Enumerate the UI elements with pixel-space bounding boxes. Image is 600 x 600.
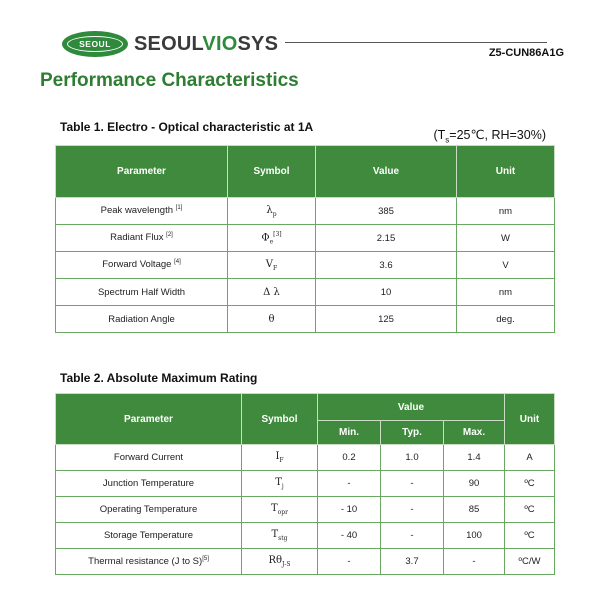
value-cell: 125 <box>316 306 457 333</box>
typ-cell: - <box>381 523 444 549</box>
min-cell: - 10 <box>318 497 381 523</box>
parameter-label: Radiation Angle <box>108 313 175 325</box>
max-cell: 90 <box>444 471 505 497</box>
table2-title: Table 2. Absolute Maximum Rating <box>60 371 258 385</box>
col-header-max: Max. <box>444 421 505 445</box>
company-logo <box>62 30 278 58</box>
max-cell: 100 <box>444 523 505 549</box>
min-cell: - <box>318 549 381 575</box>
parameter-cell <box>56 225 228 252</box>
logo-badge: SEOUL <box>62 31 128 57</box>
value-cell: 385 <box>316 198 457 225</box>
unit-cell: V <box>457 252 555 279</box>
table-row <box>56 252 555 279</box>
footnote-ref: [1] <box>175 205 183 212</box>
table-row <box>56 198 555 225</box>
symbol-cell <box>228 279 316 306</box>
col-header-min: Min. <box>318 421 381 445</box>
parameter-cell <box>56 471 242 497</box>
symbol-main: λ <box>266 204 273 216</box>
unit-cell: A <box>505 445 555 471</box>
symbol-main: I <box>275 451 280 462</box>
typ-cell: - <box>381 471 444 497</box>
max-cell: - <box>444 549 505 575</box>
value-cell: 3.6 <box>316 252 457 279</box>
typ-cell: - <box>381 497 444 523</box>
col-header-unit: Unit <box>505 394 555 445</box>
parameter-cell <box>56 198 228 225</box>
symbol-cell <box>242 471 318 497</box>
value-cell: 10 <box>316 279 457 306</box>
symbol-subscript: J-S <box>282 561 291 568</box>
min-cell: - 40 <box>318 523 381 549</box>
col-header-symbol: Symbol <box>242 394 318 445</box>
symbol-cell <box>242 523 318 549</box>
symbol-main: Φ <box>261 232 270 244</box>
table-row <box>56 279 555 306</box>
parameter-label: Storage Temperature <box>103 530 194 541</box>
symbol-subscript: opr <box>277 509 288 516</box>
absolute-max-rating-table <box>55 393 555 575</box>
max-cell: 85 <box>444 497 505 523</box>
symbol-main: T <box>271 503 278 514</box>
parameter-label: Operating Temperature <box>99 504 198 515</box>
symbol-subscript: F <box>273 264 278 272</box>
parameter-label: Spectrum Half Width <box>97 286 186 298</box>
parameter-cell <box>56 445 242 471</box>
unit-cell: ºC <box>505 523 555 549</box>
symbol-cell <box>228 252 316 279</box>
table1-title: Table 1. Electro - Optical characteristic at 1A <box>60 120 314 134</box>
logo-wordmark: SEOULVIOSYS <box>134 32 279 55</box>
table-row <box>56 523 555 549</box>
col-header-value: Value <box>316 146 457 198</box>
value-cell: 2.15 <box>316 225 457 252</box>
parameter-label: Forward Voltage <box>102 259 172 271</box>
table-row <box>56 225 555 252</box>
symbol-main: Δ λ <box>263 286 280 298</box>
symbol-subscript: F <box>279 457 284 464</box>
table-row <box>56 306 555 333</box>
symbol-cell <box>242 497 318 523</box>
max-cell: 1.4 <box>444 445 505 471</box>
symbol-subscript: p <box>272 210 277 218</box>
part-number: Z5-CUN86A1G <box>488 47 564 59</box>
unit-cell: nm <box>457 198 555 225</box>
symbol-subscript: e <box>269 238 274 246</box>
table-row <box>56 549 555 575</box>
parameter-cell <box>56 549 242 575</box>
col-header-parameter: Parameter <box>56 394 242 445</box>
symbol-subscript: stg <box>278 535 288 542</box>
min-cell: 0.2 <box>318 445 381 471</box>
table-row <box>56 497 555 523</box>
unit-cell: W <box>457 225 555 252</box>
col-header-parameter: Parameter <box>56 146 228 198</box>
symbol-cell <box>242 445 318 471</box>
parameter-cell <box>56 497 242 523</box>
parameter-cell <box>56 252 228 279</box>
symbol-main: Rθ <box>268 555 282 566</box>
col-header-symbol: Symbol <box>228 146 316 198</box>
parameter-cell <box>56 306 228 333</box>
symbol-cell <box>228 225 316 252</box>
symbol-main: T <box>271 529 279 540</box>
parameter-label: Junction Temperature <box>102 478 195 489</box>
unit-cell: ºC/W <box>505 549 555 575</box>
table-row <box>56 471 555 497</box>
symbol-main: T <box>275 477 282 488</box>
footnote-ref: [2] <box>166 232 173 239</box>
header-divider <box>285 42 547 43</box>
parameter-label: Radiant Flux <box>110 232 164 244</box>
footnote-ref: [3] <box>273 230 282 238</box>
parameter-cell <box>56 523 242 549</box>
page-title: Performance Characteristics <box>40 70 299 91</box>
electro-optical-table <box>55 145 555 333</box>
parameter-label: Thermal resistance (J to S) <box>88 556 203 568</box>
typ-cell: 3.7 <box>381 549 444 575</box>
symbol-cell <box>228 198 316 225</box>
unit-cell: deg. <box>457 306 555 333</box>
table-row <box>56 445 555 471</box>
symbol-cell <box>228 306 316 333</box>
col-header-typ: Typ. <box>381 421 444 445</box>
col-header-unit: Unit <box>457 146 555 198</box>
parameter-cell <box>56 279 228 306</box>
unit-cell: nm <box>457 279 555 306</box>
parameter-label: Forward Current <box>113 452 184 463</box>
symbol-main: θ <box>268 313 275 325</box>
unit-cell: ºC <box>505 497 555 523</box>
parameter-label: Peak wavelength <box>100 205 174 217</box>
symbol-cell <box>242 549 318 575</box>
symbol-subscript: j <box>281 483 284 490</box>
typ-cell: 1.0 <box>381 445 444 471</box>
footnote-ref: [4] <box>174 259 181 266</box>
col-header-value: Value <box>318 394 505 421</box>
symbol-main: V <box>265 258 274 270</box>
unit-cell: ºC <box>505 471 555 497</box>
min-cell: - <box>318 471 381 497</box>
footnote-ref: [5] <box>202 555 209 562</box>
test-condition: ($T_s=25℃$, RH=30%) <box>433 128 546 145</box>
